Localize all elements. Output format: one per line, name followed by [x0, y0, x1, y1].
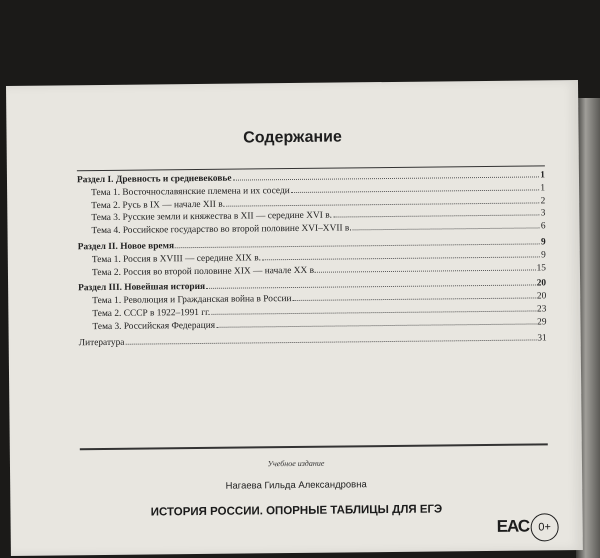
toc-page-number: 31 [537, 332, 547, 344]
toc-leader-dots [262, 255, 540, 260]
toc-page-number: 9 [541, 250, 546, 261]
toc-leader-dots [206, 284, 536, 289]
toc-entry-label: Тема 2. Русь в IX — начале XII в. [91, 199, 226, 211]
toc-leader-dots [317, 268, 535, 272]
toc-leader-dots [232, 175, 539, 180]
toc-leader-dots [125, 338, 536, 344]
toc-page-number: 20 [536, 278, 547, 289]
book-page [6, 80, 583, 556]
toc-page-number: 6 [540, 221, 546, 232]
eac-mark-icon: ЕАС [496, 516, 530, 536]
table-of-contents [77, 165, 547, 349]
toc-entry-label: Тема 1. Восточнославянские племена и их соседи [91, 185, 290, 198]
toc-page-number: 15 [536, 262, 546, 274]
toc-entry-label: Тема 1. Революция и Гражданская война в России [92, 294, 292, 307]
imprint-divider [80, 443, 548, 450]
toc-entry-label: Тема 1. Россия в XVIII — середине XIX в. [91, 253, 262, 265]
toc-entry-label: Литература [78, 337, 125, 348]
toc-entry-row [79, 332, 547, 350]
toc-leader-dots [226, 201, 540, 206]
toc-entry-label: Тема 3. Русские земли и княжества в XII — середине XVI в. [91, 210, 333, 224]
toc-page-number: 20 [536, 291, 547, 302]
edition-label: Учебное издание [267, 458, 325, 469]
toc-page-number: 9 [540, 237, 546, 248]
book-title: ИСТОРИЯ РОССИИ. ОПОРНЫЕ ТАБЛИЦЫ ДЛЯ ЕГЭ [150, 503, 443, 519]
toc-entry-label: Раздел II. Новое время [77, 241, 175, 253]
toc-entry-label: Тема 4. Российское государство во второй половине XVI–XVII в. [91, 223, 352, 237]
toc-entry-label: Тема 2. Россия во второй половине XIX — начале XX в. [91, 265, 317, 278]
toc-page-number: 1 [540, 170, 546, 181]
toc-page-number: 1 [540, 183, 546, 194]
toc-entry-label: Раздел I. Древность и средневековье [76, 173, 232, 186]
toc-entry-label: Тема 3. Российская Федерация [92, 320, 216, 332]
toc-leader-dots [211, 309, 536, 314]
toc-leader-dots [175, 242, 540, 248]
toc-page-number: 2 [540, 195, 546, 207]
age-rating-badge: 0+ [531, 513, 559, 541]
toc-page-number: 3 [540, 208, 546, 219]
toc-entry-label: Раздел III. Новейшая история [78, 282, 206, 294]
toc-leader-dots [216, 322, 536, 327]
toc-page-number: 23 [536, 304, 547, 315]
toc-entry-label: Тема 2. СССР в 1922–1991 гг. [92, 307, 211, 320]
toc-leader-dots [293, 297, 536, 302]
toc-leader-dots [291, 188, 540, 193]
toc-leader-dots [333, 214, 540, 218]
page-title: Содержание [243, 128, 342, 147]
author-name: Нагаева Гильда Александровна [225, 479, 367, 492]
toc-leader-dots [353, 227, 540, 231]
toc-page-number: 29 [537, 317, 547, 328]
